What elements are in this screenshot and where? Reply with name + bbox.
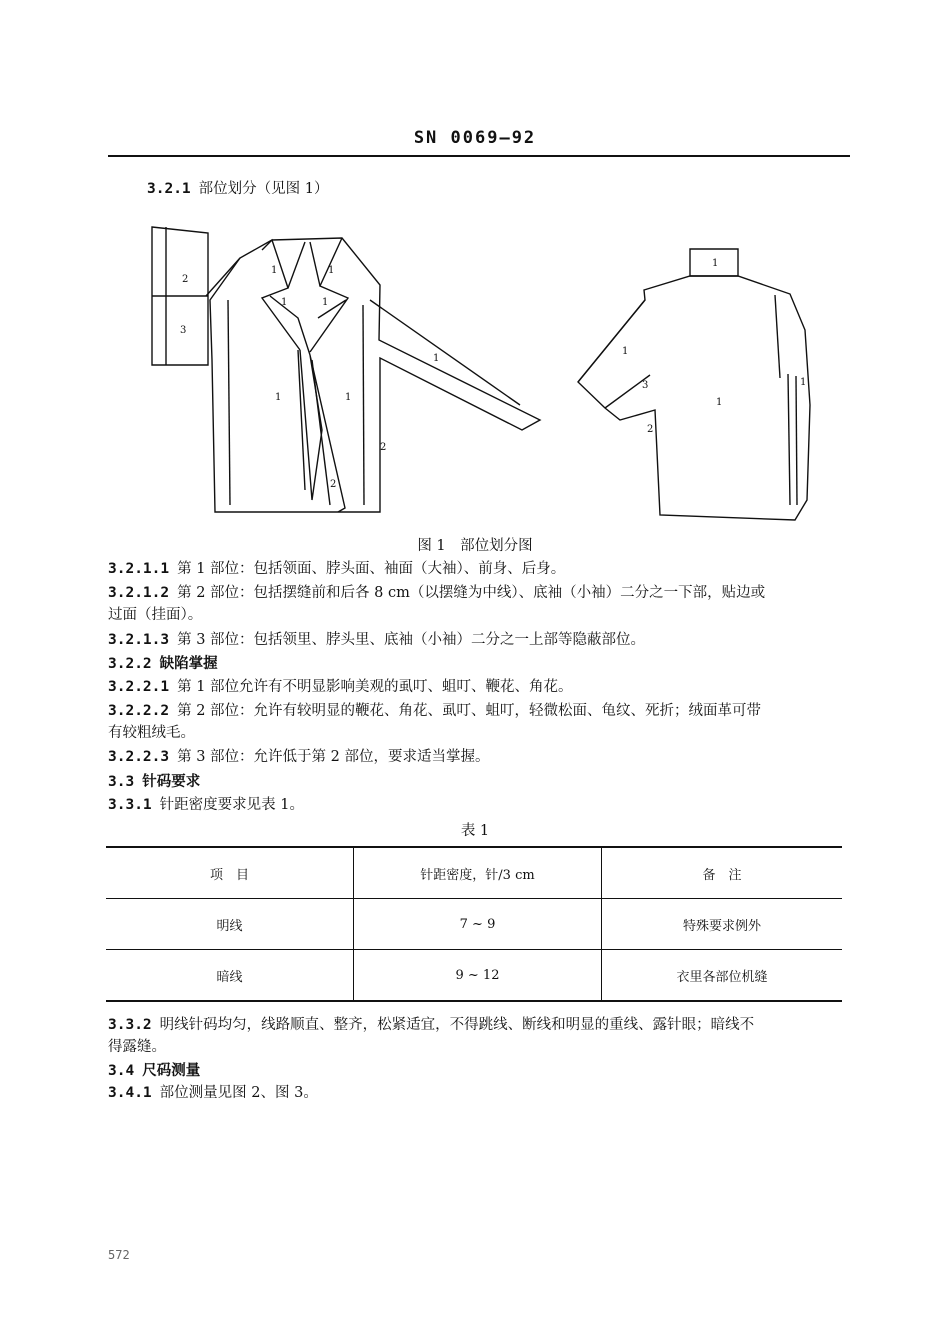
section-3-2-1-1	[108, 558, 850, 581]
section-number: 3.2.2.2	[108, 703, 170, 719]
section-text: 部位划分（见图 1）	[198, 181, 329, 197]
section-text: 第 1 部位允许有不明显影响美观的虱叮、蛆叮、鞭花、角花。	[177, 679, 573, 695]
section-3-2-1-2-cont: 过面（挂面）。	[108, 607, 203, 623]
section-number: 3.2.1	[147, 181, 191, 197]
section-number: 3.2.1.3	[108, 632, 170, 648]
section-text: 第 3 部位：包括领里、脖头里、底袖（小袖）二分之一上部等隐蔽部位。	[177, 632, 646, 648]
page-number: 572	[108, 1248, 130, 1262]
section-3-4-1	[108, 1082, 850, 1105]
section-text: 第 2 部位：包括摆缝前和后各 8 cm（以摆缝为中线）、底袖（小袖）二分之一下部，贴边或	[177, 585, 766, 601]
table-row	[106, 899, 842, 950]
section-text: 部位测量见图 2、图 3。	[159, 1085, 318, 1101]
label-front-1f: 1	[275, 392, 282, 403]
label-front-1a: 1	[271, 265, 278, 276]
section-number: 3.2.2.1	[108, 679, 170, 695]
section-3-3-2	[108, 1014, 850, 1037]
label-back-body-1: 1	[716, 397, 723, 408]
label-front-2a: 2	[380, 442, 387, 453]
table-cell: 9 ~ 12	[354, 950, 602, 1002]
section-3-3	[108, 770, 850, 794]
section-title: 缺陷掌握	[159, 655, 218, 672]
table-cell: 7 ~ 9	[354, 899, 602, 950]
section-text: 第 2 部位：允许有较明显的鞭花、角花、虱叮、蛆叮，轻微松面、龟纹、死折；绒面革可带	[177, 703, 762, 719]
section-3-2-2-1	[108, 676, 850, 699]
section-number: 3.2.2	[108, 656, 152, 672]
section-number: 3.2.2.3	[108, 749, 170, 765]
label-back-2: 2	[647, 424, 654, 435]
table-cell: 明线	[106, 899, 354, 950]
section-number: 3.4	[108, 1063, 135, 1079]
table-header-row	[106, 847, 842, 899]
table-header-cell: 针距密度，针/3 cm	[354, 847, 602, 899]
front-jacket-drawing	[206, 238, 540, 512]
section-3-3-1	[108, 794, 850, 817]
sleeve-pieces-drawing	[152, 227, 208, 365]
label-front-1e: 1	[433, 353, 440, 364]
label-back-3: 3	[642, 380, 649, 391]
section-number: 3.4.1	[108, 1085, 152, 1101]
table-row	[106, 950, 842, 1002]
table-title: 表 1	[460, 823, 490, 839]
section-number: 3.2.1.2	[108, 585, 170, 601]
table-cell: 特殊要求例外	[602, 899, 843, 950]
figure-caption: 图 1 部位划分图	[417, 538, 533, 554]
table-header-cell: 备 注	[602, 847, 843, 899]
label-back-sleeve-1: 1	[622, 346, 629, 357]
label-back-right-1: 1	[800, 377, 807, 388]
section-number: 3.3.1	[108, 797, 152, 813]
section-3-2-2-2-cont: 有较粗绒毛。	[108, 725, 195, 741]
section-number: 3.3	[108, 774, 135, 790]
section-3-4	[108, 1059, 850, 1083]
standard-code-header: SN 0069—92	[413, 128, 537, 148]
label-front-1d: 1	[322, 297, 329, 308]
table-header-cell: 项 目	[106, 847, 354, 899]
figure-1-garment-parts	[0, 0, 950, 540]
section-3-2-1-3	[108, 629, 850, 652]
section-text: 明线针码均匀，线路顺直、整齐，松紧适宜，不得跳线、断线和明显的重线、露针眼；暗线不	[159, 1017, 755, 1033]
section-title: 尺码测量	[142, 1062, 201, 1079]
section-3-2-2-2	[108, 700, 850, 723]
section-number: 3.2.1.1	[108, 561, 170, 577]
label-front-1b: 1	[328, 265, 335, 276]
label-sleeve-3: 3	[180, 325, 187, 336]
label-front-1c: 1	[281, 297, 288, 308]
section-3-3-2-cont: 得露缝。	[108, 1039, 166, 1055]
section-number: 3.3.2	[108, 1017, 152, 1033]
section-text: 第 1 部位：包括领面、脖头面、袖面（大袖）、前身、后身。	[177, 561, 566, 577]
label-front-1g: 1	[345, 392, 352, 403]
section-text: 第 3 部位：允许低于第 2 部位，要求适当掌握。	[177, 749, 490, 765]
section-3-2-2-3	[108, 746, 850, 769]
table-cell: 暗线	[106, 950, 354, 1002]
section-3-2-1-2	[108, 582, 850, 605]
section-text: 针距密度要求见表 1。	[159, 797, 304, 813]
table-cell: 衣里各部位机缝	[602, 950, 843, 1002]
label-back-collar-1: 1	[712, 258, 719, 269]
label-front-2b: 2	[330, 479, 337, 490]
section-title: 针码要求	[142, 773, 201, 790]
stitch-density-table	[106, 846, 842, 1002]
back-jacket-drawing	[578, 249, 810, 520]
label-sleeve-2: 2	[182, 274, 189, 285]
section-3-2-2	[108, 652, 850, 676]
